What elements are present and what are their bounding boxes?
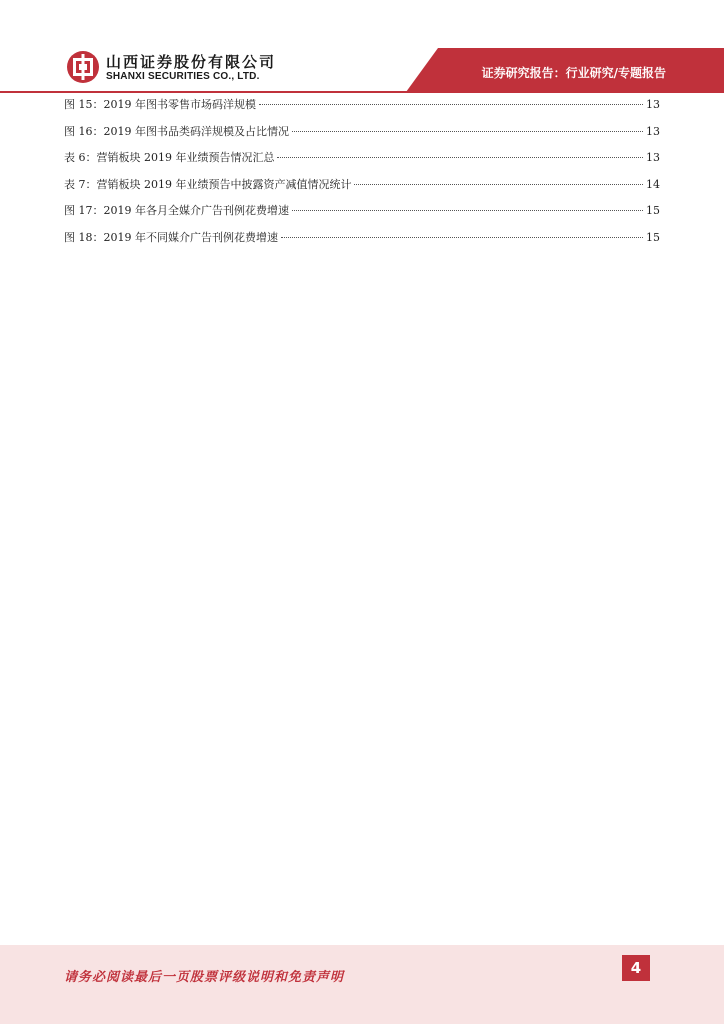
report-type-label: 证券研究报告：行业研究/专题报告 — [481, 66, 666, 80]
toc-entry-label: 图 18：2019 年不同媒介广告刊例花费增速 — [64, 230, 278, 244]
toc-entry-label: 表 7：营销板块 2019 年业绩预告中披露资产减值情况统计 — [64, 177, 352, 191]
toc-entry-label: 图 17：2019 年各月全媒介广告刊例花费增速 — [64, 204, 289, 218]
toc-entry[interactable] — [64, 98, 660, 125]
toc-entry-page: 13 — [646, 151, 660, 165]
toc-leader-dots — [292, 131, 643, 132]
toc-entry[interactable] — [64, 178, 660, 205]
toc-entry[interactable] — [64, 231, 660, 258]
company-name-en: SHANXI SECURITIES CO., LTD. — [106, 71, 260, 82]
toc-entry[interactable] — [64, 204, 660, 231]
toc-leader-dots — [281, 237, 643, 238]
toc-entry-page: 13 — [646, 124, 660, 138]
page-number: 4 — [622, 955, 650, 981]
toc-entry-page: 13 — [646, 98, 660, 111]
toc-leader-dots — [292, 210, 643, 211]
toc-entry[interactable] — [64, 151, 660, 178]
page-header — [0, 0, 724, 95]
toc-entry-label: 图 16：2019 年图书品类码洋规模及占比情况 — [64, 124, 289, 138]
toc-leader-dots — [259, 104, 643, 105]
toc-entry-label: 表 6：营销板块 2019 年业绩预告情况汇总 — [64, 151, 275, 165]
toc-entry[interactable] — [64, 125, 660, 152]
toc-entry-page: 15 — [646, 204, 660, 218]
toc-entry-page: 14 — [646, 177, 660, 191]
toc-entry-page: 15 — [646, 230, 660, 244]
toc-leader-dots — [354, 184, 643, 185]
company-logo-icon — [66, 50, 100, 84]
toc-leader-dots — [277, 157, 643, 158]
toc-entry-label: 图 15：2019 年图书零售市场码洋规模 — [64, 98, 256, 111]
page-footer — [0, 945, 724, 1024]
table-of-contents — [64, 98, 660, 258]
disclaimer-notice: 请务必阅读最后一页股票评级说明和免责声明 — [64, 970, 345, 985]
company-name-cn: 山西证券股份有限公司 — [106, 53, 277, 71]
